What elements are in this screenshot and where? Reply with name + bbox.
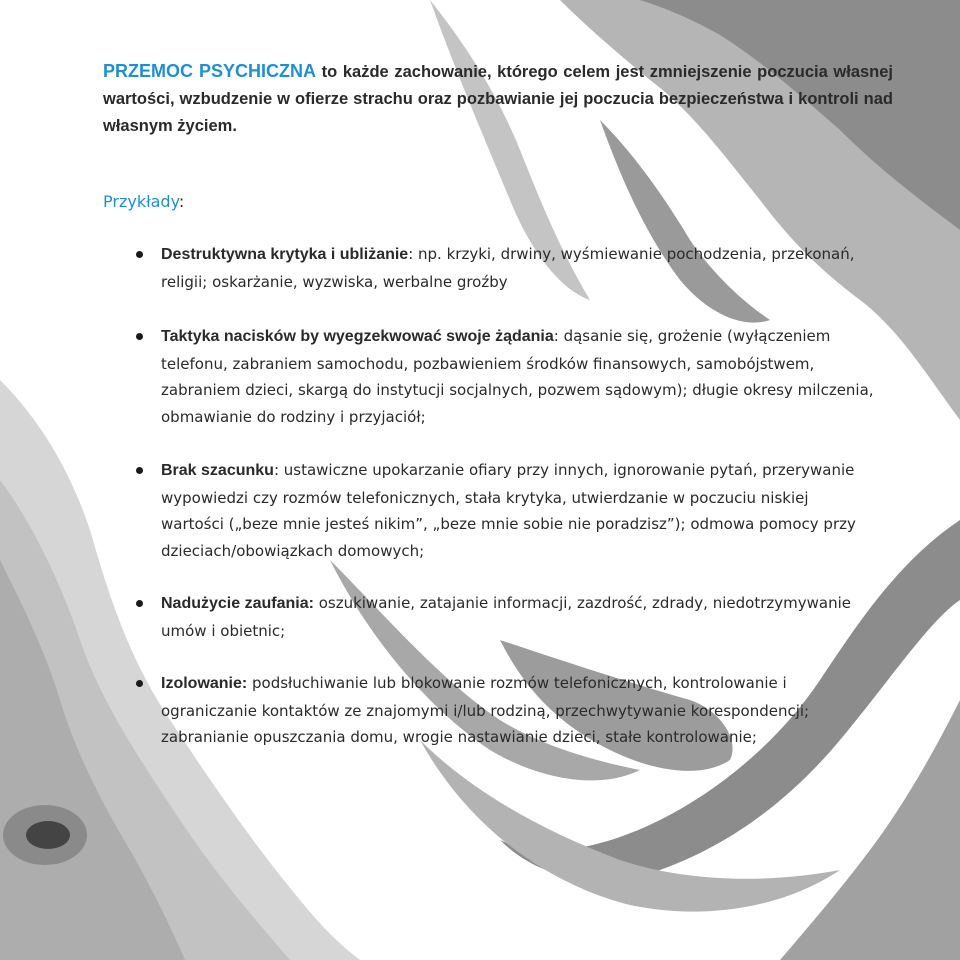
example-term: Brak szacunku	[161, 462, 274, 479]
examples-heading	[103, 190, 184, 214]
definition-text: to każde zachowanie, którego celem jest zmniejszenie poczucia własnej wartości, wzbudzenie w ofierze strachu oraz pozbawianie jej poczucia bezpieczeństwa i kontroli nad własnym życiem.	[103, 63, 894, 135]
bullet-icon	[136, 600, 143, 607]
example-item-pressure-tactics	[161, 323, 876, 430]
example-term: Nadużycie zaufania:	[161, 595, 314, 612]
examples-colon: :	[178, 192, 185, 211]
example-text: podsłuchiwanie lub blokowanie rozmów telefonicznych, kontrolowanie i ograniczanie kontaktów ze znajomymi i/lub rodziną, przechwytywanie korespondencji; zabranianie opuszczania domu, wrogie nastawianie dzieci, stałe kontrolowanie;	[161, 674, 810, 746]
examples-label: Przykłady	[103, 192, 179, 211]
example-text: : np. krzyki, drwiny, wyśmiewanie pochodzenia, przekonań, religii; oskarżanie, wyzwiska, werbalne groźby	[161, 245, 855, 291]
example-text: : dąsanie się, grożenie (wyłączeniem telefonu, zabraniem samochodu, pozbawieniem środków finansowych, samobójstwem, zabraniem dzieci, skargą do instytucji socjalnych, pozwem sądowym); długie okresy milczenia, obmawianie do rodziny i przyjaciół;	[161, 327, 874, 426]
example-term: Taktyka nacisków by wyegzekwować swoje żądania	[161, 328, 554, 345]
example-item-lack-of-respect	[161, 457, 876, 564]
bullet-icon	[136, 333, 143, 340]
definition-paragraph	[103, 58, 893, 140]
bullet-icon	[136, 467, 143, 474]
example-text: : ustawiczne upokarzanie ofiary przy innych, ignorowanie pytań, przerywanie wypowiedzi czy rozmów telefonicznych, stała krytyka, utwierdzanie w poczuciu niskiej wartości („beze mnie jesteś nikim”, „beze mnie sobie nie poradzisz”); odmowa pomocy przy dzieciach/obowiązkach domowych;	[161, 461, 856, 560]
example-item-destructive-criticism	[161, 241, 876, 295]
bullet-icon	[136, 251, 143, 258]
example-item-abuse-of-trust	[161, 590, 876, 644]
example-term: Izolowanie:	[161, 675, 248, 692]
definition-term: PRZEMOC PSYCHICZNA	[103, 61, 317, 81]
example-term: Destruktywna krytyka i ubliżanie	[161, 246, 409, 263]
example-item-isolation	[161, 670, 876, 751]
bullet-icon	[136, 680, 143, 687]
example-text: oszukiwanie, zatajanie informacji, zazdrość, zdrady, niedotrzymywanie umów i obietnic;	[161, 594, 851, 640]
